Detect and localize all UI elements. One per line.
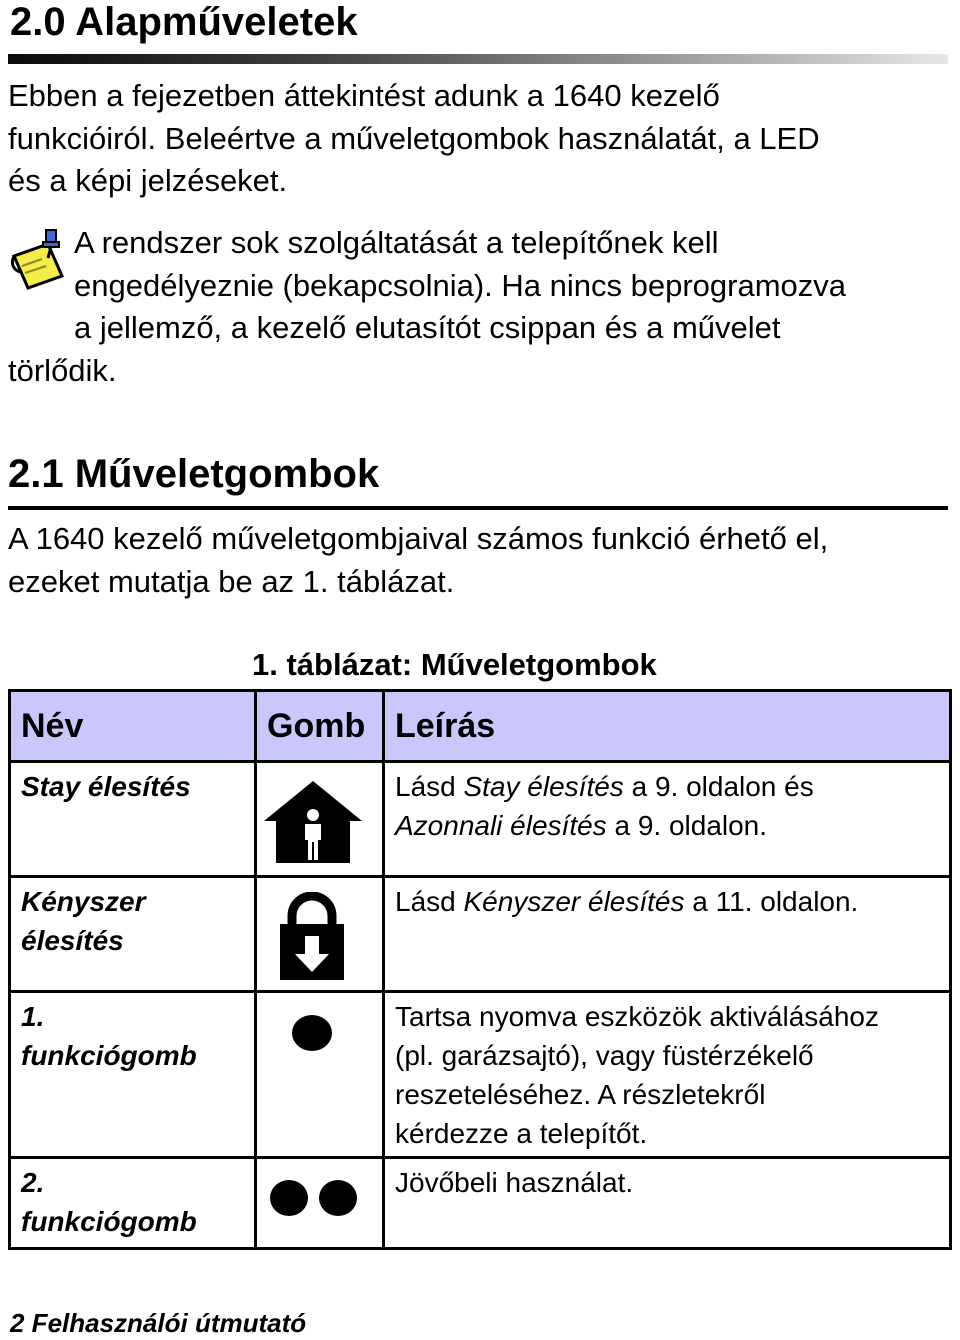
row-icon-cell	[256, 1158, 384, 1249]
table-row	[10, 1158, 951, 1249]
header-button: Gomb	[256, 691, 384, 762]
row-name: 2. funkciógomb	[21, 1167, 197, 1237]
row-description: Lásd Kényszer élesítés a 11. oldalon.	[395, 886, 859, 917]
page-heading: 2.0 Alapműveletek	[10, 0, 358, 44]
row-name: 1. funkciógomb	[21, 1001, 197, 1071]
note-line: törlődik.	[8, 352, 117, 388]
single-dot-icon	[291, 1014, 333, 1052]
note-line: engedélyeznie (bekapcsolnia). Ha nincs beprogramozva	[74, 267, 847, 303]
note-line: A rendszer sok szolgáltatását a telepítőnek kell	[74, 225, 719, 260]
table-header-row	[10, 691, 951, 762]
row-icon-cell	[256, 877, 384, 992]
row-description: Jövőbeli használat.	[395, 1167, 634, 1198]
double-dot-icon	[269, 1179, 359, 1217]
row-desc-cell	[384, 762, 951, 877]
note-line: a jellemző, a kezelő elutasítót csippan és a művelet	[74, 310, 781, 345]
row-desc-cell	[384, 1158, 951, 1249]
row-desc-cell	[384, 877, 951, 992]
row-description: Lásd Stay élesítés a 9. oldalon és Azonnali élesítés a 9. oldalon.	[395, 771, 814, 841]
row-name-cell	[10, 762, 256, 877]
intro-line: és a képi jelzéseket.	[8, 163, 288, 198]
table-row	[10, 877, 951, 992]
row-name: Kényszer élesítés	[21, 886, 146, 956]
heading-gradient-rule	[8, 54, 948, 64]
section-paragraph	[8, 518, 828, 603]
section-heading: 2.1 Műveletgombok	[8, 452, 380, 496]
padlock-down-arrow-icon	[279, 892, 345, 982]
section-line: A 1640 kezelő műveletgombjaival számos funkció érhető el,	[8, 521, 829, 556]
action-buttons-table	[8, 689, 952, 1250]
page-footer: 2 Felhasználói útmutató	[10, 1308, 307, 1338]
row-description: Tartsa nyomva eszközök aktiválásához (pl. garázsajtó), vagy füstérzékelő reszeteléséhez. A részletekről kérdezze a telepítőt.	[395, 1001, 879, 1149]
intro-line: funkcióiról. Beleértve a műveletgombok használatát, a LED	[8, 120, 820, 156]
header-name: Név	[10, 691, 256, 762]
row-desc-cell	[384, 992, 951, 1158]
intro-line: Ebben a fejezetben áttekintést adunk a 1640 kezelő	[8, 78, 720, 113]
row-icon-cell	[256, 762, 384, 877]
row-name-cell	[10, 1158, 256, 1249]
intro-paragraph	[8, 75, 820, 203]
section-rule	[8, 506, 948, 510]
row-name-cell	[10, 992, 256, 1158]
row-icon-cell	[256, 992, 384, 1158]
header-description: Leírás	[384, 691, 951, 762]
section-line: ezeket mutatja be az 1. táblázat.	[8, 563, 455, 599]
table-row	[10, 992, 951, 1158]
house-person-icon	[262, 779, 364, 867]
table-caption: 1. táblázat: Műveletgombok	[252, 647, 657, 682]
note-paragraph	[8, 222, 958, 392]
row-name: Stay élesítés	[21, 771, 191, 802]
row-name-cell	[10, 877, 256, 992]
table-row	[10, 762, 951, 877]
